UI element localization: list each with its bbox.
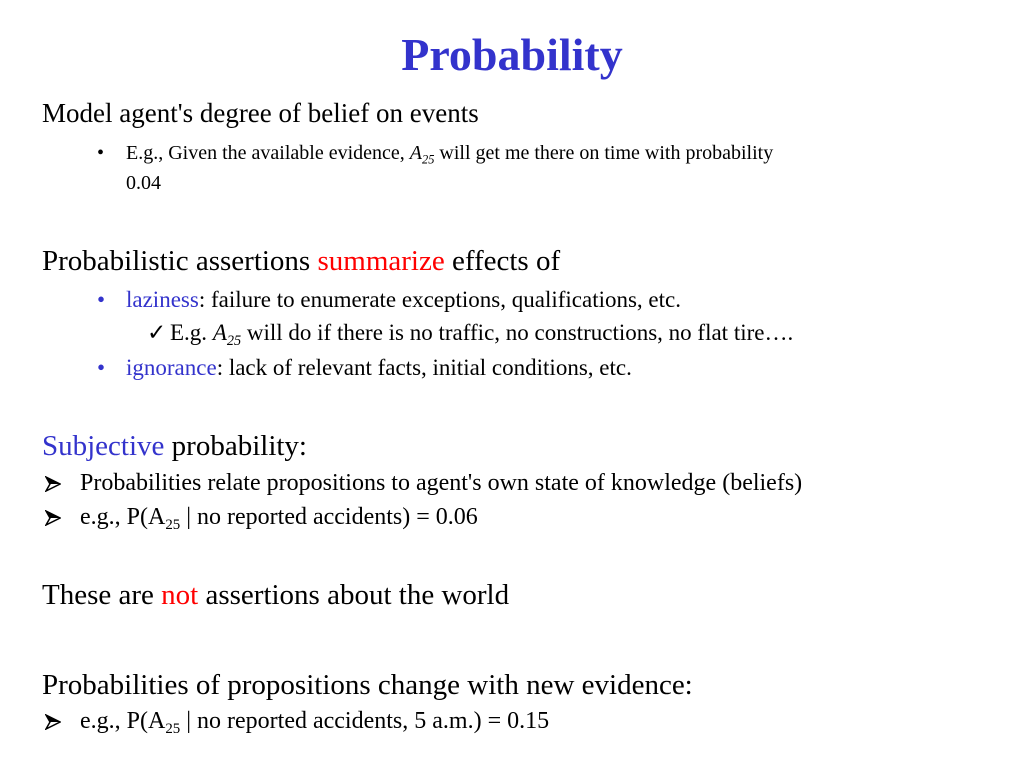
section-2-heading [42, 245, 560, 278]
formula-post: | no reported accidents, 5 a.m.) = 0.15 [180, 708, 550, 734]
bullet-icon: • [97, 142, 105, 164]
bullet-text: : lack of relevant facts, initial conditions, etc. [216, 355, 632, 380]
laziness-bullet [126, 287, 681, 313]
formula-subscript: 25 [165, 721, 181, 738]
section-1-bullet [126, 142, 773, 165]
slide-title: Probability [401, 29, 623, 80]
arrowhead-bullet-icon [45, 476, 61, 497]
laziness-example [170, 320, 794, 349]
variable-a: A [212, 320, 227, 345]
bullet-text-post: will get me there on time with probability [434, 142, 774, 164]
emphasis-not: not [161, 579, 199, 611]
bullet-icon: • [97, 355, 106, 380]
term-ignorance: ignorance [126, 355, 217, 380]
arrowhead-bullet-icon [45, 510, 61, 531]
section-3-point-2 [80, 504, 478, 534]
section-3-point-1: Probabilities relate propositions to agent's own state of knowledge (beliefs) [80, 470, 803, 496]
statement-text: These are [42, 579, 162, 611]
section-3-heading [42, 430, 307, 463]
heading-text: effects of [444, 245, 561, 277]
bullet-text: : failure to enumerate exceptions, qualifications, etc. [198, 287, 681, 312]
section-1-heading: Model agent's degree of belief on events [42, 98, 479, 128]
heading-text: probability: [164, 430, 307, 462]
section-4-statement [42, 579, 509, 612]
formula-pre: e.g., P(A [80, 504, 166, 530]
section-5-heading: Probabilities of propositions change with new evidence: [42, 669, 693, 701]
statement-text: assertions about the world [198, 579, 510, 611]
variable-a: A [409, 142, 422, 164]
section-1-bullet-continuation: 0.04 [126, 172, 161, 194]
heading-text: Probabilistic assertions [42, 245, 318, 277]
section-5-point-1 [80, 708, 550, 738]
bullet-icon: • [97, 287, 106, 312]
arrowhead-bullet-icon [45, 714, 61, 735]
emphasis-summarize: summarize [317, 245, 445, 277]
formula-post: | no reported accidents) = 0.06 [180, 504, 478, 530]
check-icon: ✓ [147, 320, 167, 345]
formula-subscript: 25 [165, 517, 181, 534]
variable-subscript: 25 [226, 332, 242, 349]
formula-pre: e.g., P(A [80, 708, 166, 734]
term-laziness: laziness [126, 287, 199, 312]
variable-subscript: 25 [422, 152, 435, 167]
ignorance-bullet [126, 355, 632, 381]
example-text-pre: E.g. [170, 320, 213, 345]
example-text-post: will do if there is no traffic, no constructions, no flat tire…. [241, 320, 794, 345]
term-subjective: Subjective [42, 430, 165, 462]
bullet-text-pre: E.g., Given the available evidence, [126, 142, 410, 164]
